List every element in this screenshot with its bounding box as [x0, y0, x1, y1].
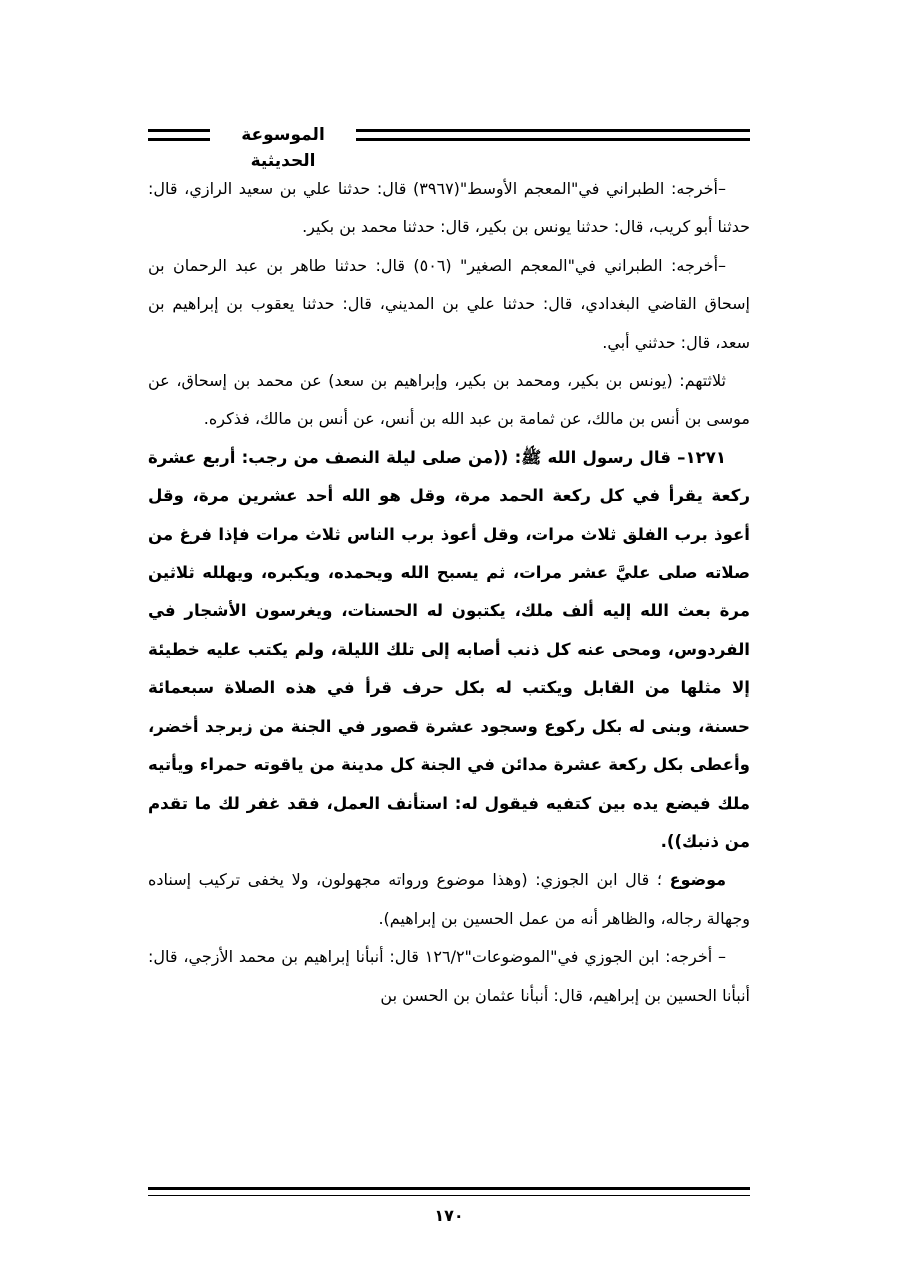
paragraph-grading [148, 861, 750, 938]
page-body [148, 170, 750, 1015]
header-rule-left [148, 129, 210, 141]
header-title: الموسوعة الحديثية [241, 125, 325, 171]
paragraph-takhrij-mawduat: – أخرجه: ابن الجوزي في"الموضوعات"١٢٦/٢ قال: أنبأنا إبراهيم بن محمد الأزجي، قال: أنبأنا الحسين بن إبراهيم، قال: أنبأنا عثمان بن الحسن بن [148, 947, 750, 1005]
grading-text: ؛ قال ابن الجوزي: (وهذا موضوع ورواته مجهولون، ولا يخفى تركيب إسناده وجهالة رجاله، والظاهر أنه من عمل الحسين بن إبراهيم). [148, 870, 750, 928]
hadith-text-1271: ١٢٧١– قال رسول الله ﷺ: ((من صلى ليلة النصف من رجب: أربع عشرة ركعة يقرأ في كل ركعة الحمد مرة، وقل هو الله أحد عشرين مرة، وقل أعوذ برب الفلق ثلاث مرات، وقل أعوذ برب الناس ثلاث مرات فإذا فرغ من صلاته صلى عليَّ عشر مرات، ثم يسبح الله ويحمده، ويكبره، ويهلله ثلاثين مرة بعث الله إليه ألف ملك، يكتبون له الحسنات، ويغرسون الأشجار في الفردوس، ومحى عنه كل ذنب أصابه إلى تلك الليلة، ولم يكتب عليه خطيئة إلا مثلها من القابل ويكتب له بكل حرف قرأ في هذه الصلاة سبعمائة حسنة، وبنى له بكل ركوع وسجود عشرة قصور في الجنة من زبرجد أخضر، وأعطى بكل ركعة عشرة مدائن في الجنة كل مدينة من ياقوته حمراء ويأتيه ملك فيضع يده بين كتفيه فيقول له: استأنف العمل، فقد غفر لك ما تقدم من ذنبك)). [148, 447, 750, 851]
paragraph-takhrij-awsat: –أخرجه: الطبراني في"المعجم الأوسط"(٣٩٦٧) قال: حدثنا علي بن سعيد الرازي، قال: حدثنا أبو كريب، قال: حدثنا يونس بن بكير، قال: حدثنا محمد بن بكير. [148, 179, 750, 237]
paragraph-chain-summary: ثلاثتهم: (يونس بن بكير، ومحمد بن بكير، وإبراهيم بن سعد) عن محمد بن إسحاق، عن موسى بن أنس بن مالك، عن ثمامة بن عبد الله بن أنس، عن أنس بن مالك، فذكره. [148, 371, 750, 429]
footer-rule [148, 1187, 750, 1196]
grading-label: موضوع [669, 870, 726, 890]
header-rule-right [356, 129, 750, 141]
running-header [148, 122, 750, 171]
paragraph-takhrij-saghir: –أخرجه: الطبراني في"المعجم الصغير" (٥٠٦) قال: حدثنا طاهر بن عبد الرحمان بن إسحاق القاضي البغدادي، قال: حدثنا علي بن المديني، قال: حدثنا يعقوب بن إبراهيم بن سعد، قال: حدثني أبي. [148, 255, 750, 352]
page-number: ١٧٠ [434, 1206, 464, 1225]
